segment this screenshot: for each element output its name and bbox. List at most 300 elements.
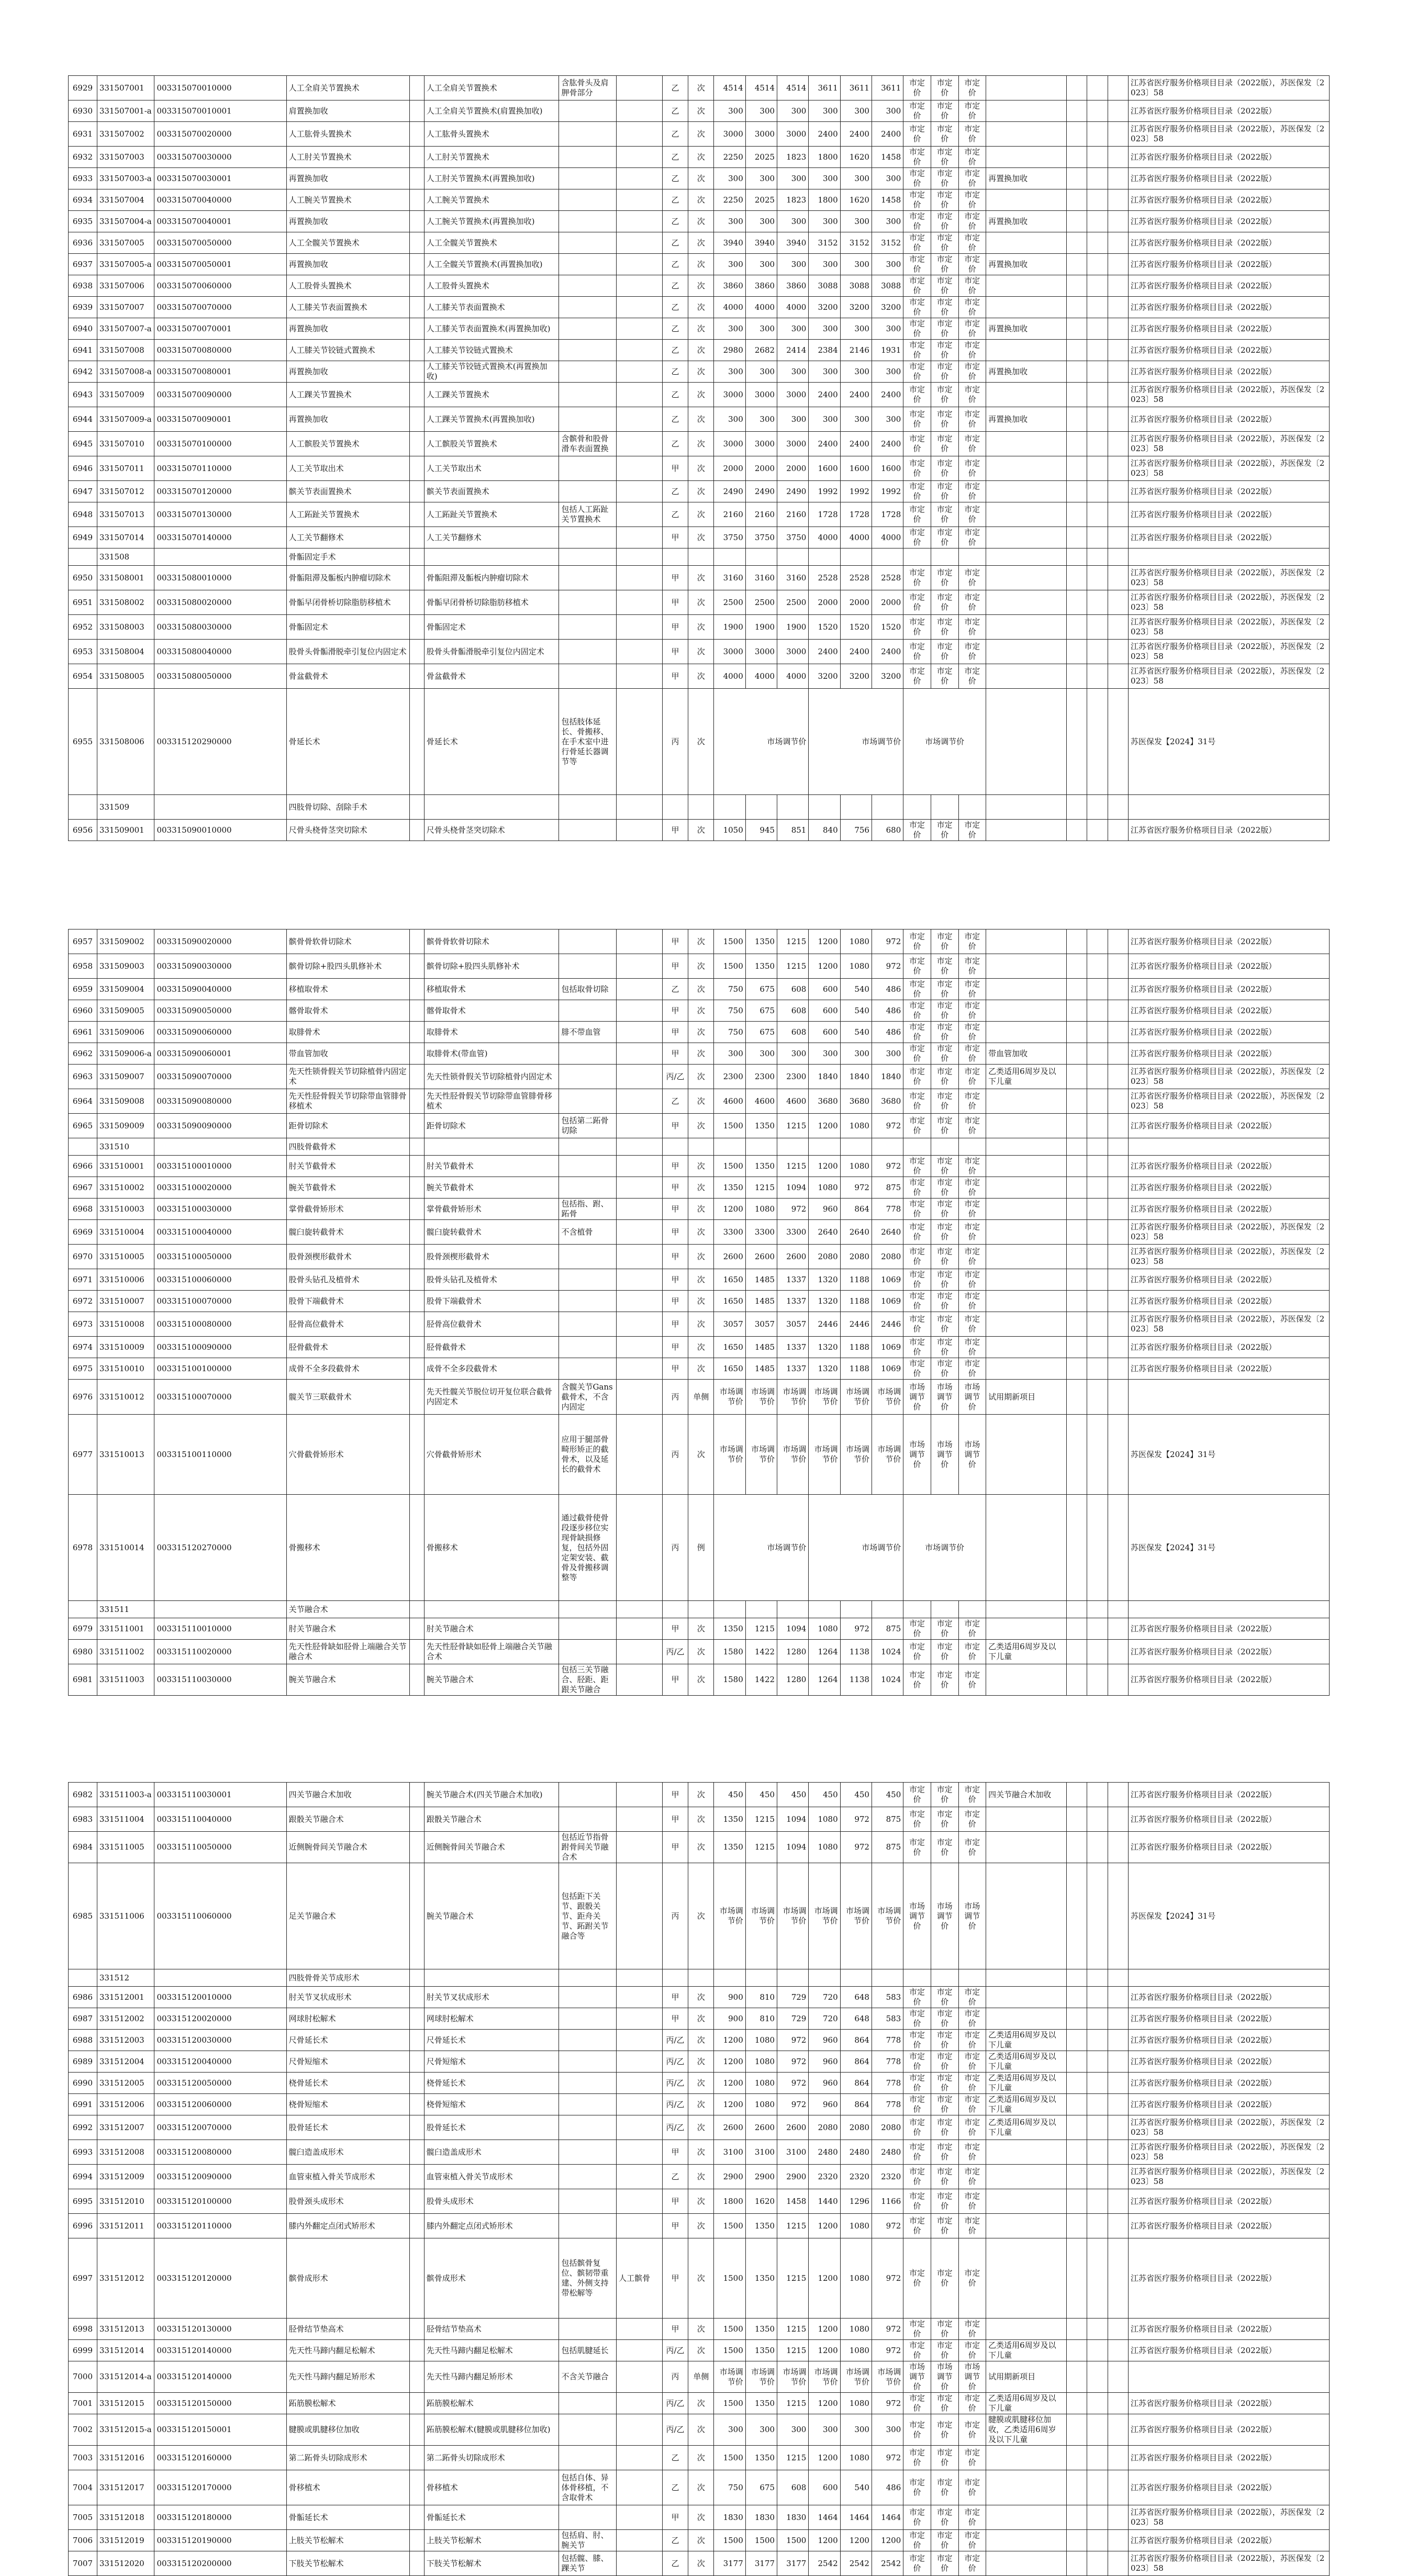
cell-except	[617, 1114, 663, 1138]
cell-price-6: 2080	[872, 2115, 903, 2140]
cell-price-2: 2600	[745, 2115, 777, 2140]
cell-category: 丙/乙	[662, 2073, 688, 2094]
cell-price-5: 1600	[840, 456, 872, 481]
cell-unit: 次	[688, 502, 714, 527]
cell-content	[559, 1065, 617, 1089]
cell-seq: 6948	[69, 502, 97, 527]
cell-code: 331510005	[97, 1245, 154, 1269]
cell-price-1: 1350	[714, 1177, 745, 1199]
cell-basis: 江苏省医疗服务价格项目目录（2022版）	[1129, 2393, 1330, 2414]
cell-except	[617, 275, 663, 297]
cell-content	[559, 1358, 617, 1380]
cell-remark: 试用期新项目	[986, 1380, 1067, 1415]
cell-spacer	[410, 1337, 424, 1358]
cell-insurance-code: 003315120270000	[154, 1495, 286, 1601]
cell-blank-1	[1066, 481, 1087, 502]
cell-except	[617, 1312, 663, 1337]
cell-item-name: 移植取骨术	[286, 979, 410, 1000]
cell-pricing-1: 市场调节价	[903, 689, 986, 795]
cell-price-4: 2400	[809, 640, 840, 664]
cell-pricing-2: 市场调节价	[931, 1863, 958, 1969]
cell-blank-2	[1087, 1177, 1108, 1199]
cell-code: 331512006	[97, 2094, 154, 2115]
cell-price-2	[745, 795, 777, 820]
cell-seq: 6986	[69, 1987, 97, 2008]
cell-category: 甲	[662, 2238, 688, 2319]
cell-except	[617, 664, 663, 689]
cell-content: 包括第二跖骨切除	[559, 1114, 617, 1138]
cell-pricing-1: 市定价	[903, 566, 931, 590]
cell-price-2: 1620	[745, 2189, 777, 2214]
cell-unit: 次	[688, 189, 714, 211]
cell-code: 331511004	[97, 1807, 154, 1832]
cell-seq: 6947	[69, 481, 97, 502]
cell-price-2: 市场调节价	[745, 1863, 777, 1969]
cell-unit: 次	[688, 2238, 714, 2319]
cell-price-3: 市场调节价	[777, 2361, 809, 2393]
cell-spacer	[410, 1312, 424, 1337]
cell-price-2: 1422	[745, 1664, 777, 1696]
cell-item-name: 再置换加收	[286, 318, 410, 340]
cell-blank-3	[1108, 1601, 1128, 1618]
cell-content	[559, 168, 617, 189]
cell-price-3: 608	[777, 1000, 809, 1022]
cell-unit: 次	[688, 566, 714, 590]
cell-price-5: 1188	[840, 1337, 872, 1358]
cell-blank-1	[1066, 1832, 1087, 1863]
cell-basis: 江苏省医疗服务价格项目目录（2022版）	[1129, 1664, 1330, 1696]
cell-category: 乙	[662, 432, 688, 456]
cell-price-3: 1500	[777, 2530, 809, 2551]
cell-spacer	[410, 2214, 424, 2238]
cell-pricing-2	[931, 795, 958, 820]
cell-code: 331509001	[97, 820, 154, 841]
cell-pricing-1: 市定价	[903, 590, 931, 615]
cell-pricing-2: 市定价	[931, 1065, 958, 1089]
cell-code: 331507009	[97, 383, 154, 407]
cell-price-1: 4600	[714, 1089, 745, 1114]
cell-price-1: 300	[714, 1043, 745, 1065]
cell-price-6: 875	[872, 1832, 903, 1863]
cell-pricing-2: 市定价	[931, 1807, 958, 1832]
cell-spacer	[410, 481, 424, 502]
cell-price-5: 1138	[840, 1664, 872, 1696]
cell-price-3: 4514	[777, 76, 809, 100]
cell-pricing-1: 市定价	[903, 2115, 931, 2140]
cell-pricing-3: 市定价	[958, 2530, 986, 2551]
cell-insurance-code: 003315120050000	[154, 2073, 286, 2094]
cell-insurance-name: 股骨头成形术	[424, 2189, 559, 2214]
cell-basis: 苏医保发【2024】31号	[1129, 1415, 1330, 1495]
cell-spacer	[410, 1114, 424, 1138]
cell-basis: 江苏省医疗服务价格项目目录（2022版）	[1129, 318, 1330, 340]
cell-item-name: 腕关节截骨术	[286, 1177, 410, 1199]
cell-blank-2	[1087, 2140, 1108, 2165]
cell-pricing-2: 市定价	[931, 1220, 958, 1245]
cell-remark	[986, 1601, 1067, 1618]
cell-except	[617, 1337, 663, 1358]
cell-price-2: 1485	[745, 1291, 777, 1312]
cell-price-1: 1500	[714, 1114, 745, 1138]
cell-code: 331512020	[97, 2551, 154, 2576]
cell-unit: 次	[688, 590, 714, 615]
cell-price-4: 2400	[809, 432, 840, 456]
cell-unit: 次	[688, 2165, 714, 2189]
cell-basis: 江苏省医疗服务价格项目目录（2022版），苏医保发〔2023〕58	[1129, 590, 1330, 615]
cell-insurance-code: 003315080010000	[154, 566, 286, 590]
cell-item-name: 近侧腕骨间关节融合术	[286, 1832, 410, 1863]
cell-category: 甲	[662, 1245, 688, 1269]
cell-pricing-2: 市定价	[931, 1269, 958, 1291]
cell-blank-2	[1087, 1380, 1108, 1415]
cell-spacer	[410, 2414, 424, 2446]
cell-content: 含髋关节Gans截骨术，不含内固定	[559, 1380, 617, 1415]
cell-spacer	[410, 2115, 424, 2140]
cell-except	[617, 1783, 663, 1807]
cell-pricing-1: 市定价	[903, 1199, 931, 1220]
cell-pricing-2: 市定价	[931, 254, 958, 275]
cell-price-4	[809, 795, 840, 820]
cell-price-3: 3750	[777, 527, 809, 548]
cell-blank-1	[1066, 122, 1087, 147]
cell-except	[617, 2470, 663, 2505]
cell-pricing-2: 市定价	[931, 456, 958, 481]
cell-blank-1	[1066, 2446, 1087, 2470]
cell-blank-1	[1066, 795, 1087, 820]
cell-insurance-name: 髌骨成形术	[424, 2238, 559, 2319]
cell-price-1: 300	[714, 254, 745, 275]
cell-pricing-3: 市定价	[958, 566, 986, 590]
cell-remark	[986, 2008, 1067, 2030]
cell-price-4: 1464	[809, 2505, 840, 2530]
cell-price-6: 2320	[872, 2165, 903, 2189]
cell-pricing-2: 市定价	[931, 566, 958, 590]
cell-unit: 次	[688, 2189, 714, 2214]
cell-pricing-3: 市定价	[958, 1618, 986, 1640]
cell-spacer	[410, 689, 424, 795]
cell-seq	[69, 1138, 97, 1156]
table-row	[69, 1358, 1330, 1380]
cell-blank-2	[1087, 2094, 1108, 2115]
cell-pricing-3: 市定价	[958, 2030, 986, 2051]
cell-price-3: 300	[777, 100, 809, 122]
cell-insurance-code: 003315070100000	[154, 432, 286, 456]
cell-insurance-code: 003315070110000	[154, 456, 286, 481]
cell-blank-2	[1087, 2008, 1108, 2030]
table-row	[69, 1089, 1330, 1114]
cell-insurance-name: 人工腕关节置换术	[424, 189, 559, 211]
cell-price-3: 1337	[777, 1269, 809, 1291]
cell-content: 包括人工跖趾关节置换术	[559, 502, 617, 527]
cell-item-name: 再置换加收	[286, 211, 410, 232]
cell-code: 331507008	[97, 340, 154, 361]
cell-blank-3	[1108, 76, 1128, 100]
cell-blank-2	[1087, 481, 1108, 502]
cell-content	[559, 318, 617, 340]
cell-price-1: 1500	[714, 1156, 745, 1177]
cell-blank-1	[1066, 502, 1087, 527]
cell-unit	[688, 1969, 714, 1987]
cell-pricing-1: 市定价	[903, 254, 931, 275]
cell-category: 丙	[662, 1415, 688, 1495]
cell-item-name: 股骨头骨骺滑脱牵引复位内固定术	[286, 640, 410, 664]
cell-category: 甲	[662, 929, 688, 954]
cell-category: 乙	[662, 2530, 688, 2551]
cell-remark: 再置换加收	[986, 318, 1067, 340]
cell-insurance-code: 003315120150001	[154, 2414, 286, 2446]
cell-price-4: 960	[809, 2073, 840, 2094]
cell-blank-2	[1087, 275, 1108, 297]
cell-price-3: 3860	[777, 275, 809, 297]
cell-unit	[688, 1138, 714, 1156]
cell-insurance-code: 003315120190000	[154, 2530, 286, 2551]
cell-insurance-name: 跖筋膜松解术	[424, 2393, 559, 2414]
cell-price-6: 2400	[872, 383, 903, 407]
cell-price-5: 1620	[840, 147, 872, 168]
cell-content	[559, 2030, 617, 2051]
cell-price-6: 486	[872, 1000, 903, 1022]
cell-pricing-2: 市场调节价	[931, 1380, 958, 1415]
cell-pricing-2: 市定价	[931, 590, 958, 615]
cell-price-2: 4600	[745, 1089, 777, 1114]
cell-price-1: 2490	[714, 481, 745, 502]
cell-unit: 次	[688, 1291, 714, 1312]
cell-content: 含髌骨和股骨滑车表面置换	[559, 432, 617, 456]
cell-category: 乙	[662, 383, 688, 407]
cell-code: 331510004	[97, 1220, 154, 1245]
cell-unit: 次	[688, 275, 714, 297]
cell-item-name: 关节融合术	[286, 1601, 410, 1618]
cell-insurance-code: 003315110060000	[154, 1863, 286, 1969]
table-row	[69, 2470, 1330, 2505]
cell-code: 331512010	[97, 2189, 154, 2214]
cell-spacer	[410, 254, 424, 275]
cell-except	[617, 1969, 663, 1987]
cell-price-6: 1600	[872, 456, 903, 481]
cell-item-name: 骨移植术	[286, 2470, 410, 2505]
cell-item-name: 胫骨结节垫高术	[286, 2319, 410, 2340]
cell-price-4: 市场调节价	[809, 1415, 840, 1495]
cell-code: 331509007	[97, 1065, 154, 1089]
cell-except	[617, 1065, 663, 1089]
cell-blank-2	[1087, 2051, 1108, 2073]
cell-price-4: 1264	[809, 1640, 840, 1664]
cell-blank-2	[1087, 1220, 1108, 1245]
cell-pricing-1: 市定价	[903, 664, 931, 689]
cell-blank-1	[1066, 1495, 1087, 1601]
cell-pricing-1: 市定价	[903, 147, 931, 168]
cell-seq: 6991	[69, 2094, 97, 2115]
cell-content	[559, 361, 617, 383]
cell-remark	[986, 481, 1067, 502]
cell-pricing-2: 市定价	[931, 640, 958, 664]
cell-except	[617, 1640, 663, 1664]
table-row	[69, 2073, 1330, 2094]
cell-except	[617, 1358, 663, 1380]
cell-unit: 次	[688, 527, 714, 548]
cell-category: 乙	[662, 2446, 688, 2470]
cell-price-5: 864	[840, 2030, 872, 2051]
cell-blank-2	[1087, 361, 1108, 383]
cell-unit: 次	[688, 979, 714, 1000]
cell-unit: 次	[688, 1415, 714, 1495]
cell-except	[617, 929, 663, 954]
cell-category: 甲	[662, 1832, 688, 1863]
cell-blank-2	[1087, 1415, 1108, 1495]
cell-price-3: 729	[777, 1987, 809, 2008]
cell-blank-2	[1087, 1832, 1108, 1863]
cell-category: 丙/乙	[662, 1065, 688, 1089]
cell-price-5: 1188	[840, 1269, 872, 1291]
cell-unit	[688, 1601, 714, 1618]
cell-seq: 6982	[69, 1783, 97, 1807]
cell-blank-3	[1108, 1664, 1128, 1696]
cell-category: 甲	[662, 590, 688, 615]
cell-insurance-name: 膝内外翻定点闭式矫形术	[424, 2214, 559, 2238]
cell-remark: 再置换加收	[986, 361, 1067, 383]
cell-blank-1	[1066, 407, 1087, 432]
cell-pricing-3: 市定价	[958, 1783, 986, 1807]
cell-blank-2	[1087, 318, 1108, 340]
cell-basis: 江苏省医疗服务价格项目目录（2022版）	[1129, 2470, 1330, 2505]
cell-category: 乙	[662, 168, 688, 189]
cell-seq: 6987	[69, 2008, 97, 2030]
cell-basis: 江苏省医疗服务价格项目目录（2022版）	[1129, 1043, 1330, 1065]
cell-price-2: 1080	[745, 2073, 777, 2094]
cell-blank-3	[1108, 1220, 1128, 1245]
cell-blank-3	[1108, 1022, 1128, 1043]
cell-pricing-2: 市定价	[931, 1832, 958, 1863]
cell-basis: 江苏省医疗服务价格项目目录（2022版）	[1129, 1987, 1330, 2008]
table-row	[69, 481, 1330, 502]
cell-blank-2	[1087, 2165, 1108, 2189]
cell-item-name: 穴骨截骨矫形术	[286, 1415, 410, 1495]
cell-item-name: 成骨不全多段截骨术	[286, 1358, 410, 1380]
cell-price-6: 市场调节价	[872, 1863, 903, 1969]
cell-unit: 次	[688, 1245, 714, 1269]
cell-blank-2	[1087, 502, 1108, 527]
cell-blank-1	[1066, 527, 1087, 548]
cell-item-name: 下肢关节松解术	[286, 2551, 410, 2576]
cell-blank-2	[1087, 1618, 1108, 1640]
cell-price-2: 2025	[745, 147, 777, 168]
cell-basis: 江苏省医疗服务价格项目目录（2022版）	[1129, 1337, 1330, 1358]
cell-remark	[986, 1177, 1067, 1199]
cell-spacer	[410, 1089, 424, 1114]
cell-pricing-3: 市定价	[958, 254, 986, 275]
cell-price-4: 2446	[809, 1312, 840, 1337]
cell-price-6: 300	[872, 361, 903, 383]
cell-price-6: 972	[872, 1114, 903, 1138]
cell-blank-2	[1087, 407, 1108, 432]
cell-price-1	[714, 795, 745, 820]
cell-except	[617, 481, 663, 502]
cell-price-3: 1215	[777, 929, 809, 954]
cell-price-1: 1500	[714, 2446, 745, 2470]
table-row	[69, 566, 1330, 590]
cell-category: 乙	[662, 100, 688, 122]
table-row	[69, 1863, 1330, 1969]
cell-remark: 带血管加收	[986, 1043, 1067, 1065]
cell-pricing-3: 市定价	[958, 122, 986, 147]
cell-pricing-2: 市定价	[931, 2008, 958, 2030]
cell-pricing-2: 市定价	[931, 2505, 958, 2530]
cell-spacer	[410, 2446, 424, 2470]
table-row	[69, 76, 1330, 100]
table-row	[69, 1640, 1330, 1664]
cell-blank-1	[1066, 2340, 1087, 2361]
cell-content	[559, 2214, 617, 2238]
cell-except	[617, 2393, 663, 2414]
cell-price-6: 1728	[872, 502, 903, 527]
cell-insurance-name: 股骨延长术	[424, 2115, 559, 2140]
cell-pricing-2: 市定价	[931, 2530, 958, 2551]
cell-price-1: 900	[714, 2008, 745, 2030]
cell-except	[617, 1415, 663, 1495]
cell-code: 331509004	[97, 979, 154, 1000]
cell-category: 乙	[662, 340, 688, 361]
cell-price-2: 675	[745, 1000, 777, 1022]
cell-item-name: 髌骨骨软骨切除术	[286, 929, 410, 954]
cell-remark	[986, 590, 1067, 615]
cell-price-1: 市场调节价	[714, 1415, 745, 1495]
cell-blank-2	[1087, 168, 1108, 189]
cell-category: 甲	[662, 1043, 688, 1065]
cell-remark: 腱膜或肌腱移位加收，乙类适用6周岁及以下儿童	[986, 2414, 1067, 2446]
cell-pricing-1: 市定价	[903, 2340, 931, 2361]
cell-price-6: 市场调节价	[872, 1415, 903, 1495]
cell-spacer	[410, 566, 424, 590]
cell-price-5: 540	[840, 979, 872, 1000]
cell-item-name: 腱膜或肌腱移位加收	[286, 2414, 410, 2446]
cell-price-3: 450	[777, 1783, 809, 1807]
cell-price-5: 300	[840, 168, 872, 189]
cell-blank-2	[1087, 1291, 1108, 1312]
cell-blank-3	[1108, 2340, 1128, 2361]
cell-pricing-2	[931, 548, 958, 566]
cell-blank-2	[1087, 1969, 1108, 1987]
cell-pricing-2: 市定价	[931, 929, 958, 954]
cell-price-3: 2160	[777, 502, 809, 527]
cell-insurance-code: 003315070050000	[154, 232, 286, 254]
cell-price-5: 2080	[840, 2115, 872, 2140]
cell-basis: 江苏省医疗服务价格项目目录（2022版）	[1129, 2446, 1330, 2470]
cell-price-5: 3200	[840, 664, 872, 689]
cell-spacer	[410, 2094, 424, 2115]
cell-insurance-code: 003315100110000	[154, 1415, 286, 1495]
cell-remark	[986, 189, 1067, 211]
cell-remark: 乙类适用6周岁及以下儿童	[986, 1640, 1067, 1664]
cell-blank-3	[1108, 1156, 1128, 1177]
cell-basis: 江苏省医疗服务价格项目目录（2022版）	[1129, 2530, 1330, 2551]
cell-code: 331511003	[97, 1664, 154, 1696]
cell-price-1: 1500	[714, 2319, 745, 2340]
cell-price-3: 1215	[777, 2238, 809, 2319]
cell-unit: 次	[688, 1807, 714, 1832]
cell-except	[617, 548, 663, 566]
cell-insurance-code: 003315120180000	[154, 2505, 286, 2530]
table-page-1	[68, 75, 1330, 841]
cell-spacer	[410, 1199, 424, 1220]
cell-price-6: 1200	[872, 2530, 903, 2551]
cell-seq: 6957	[69, 929, 97, 954]
cell-item-name: 人工关节翻修术	[286, 527, 410, 548]
cell-pricing-2: 市定价	[931, 2393, 958, 2414]
cell-price-1: 3000	[714, 640, 745, 664]
cell-price-6: 300	[872, 254, 903, 275]
cell-price-3: 4600	[777, 1089, 809, 1114]
cell-price-5: 1138	[840, 1640, 872, 1664]
